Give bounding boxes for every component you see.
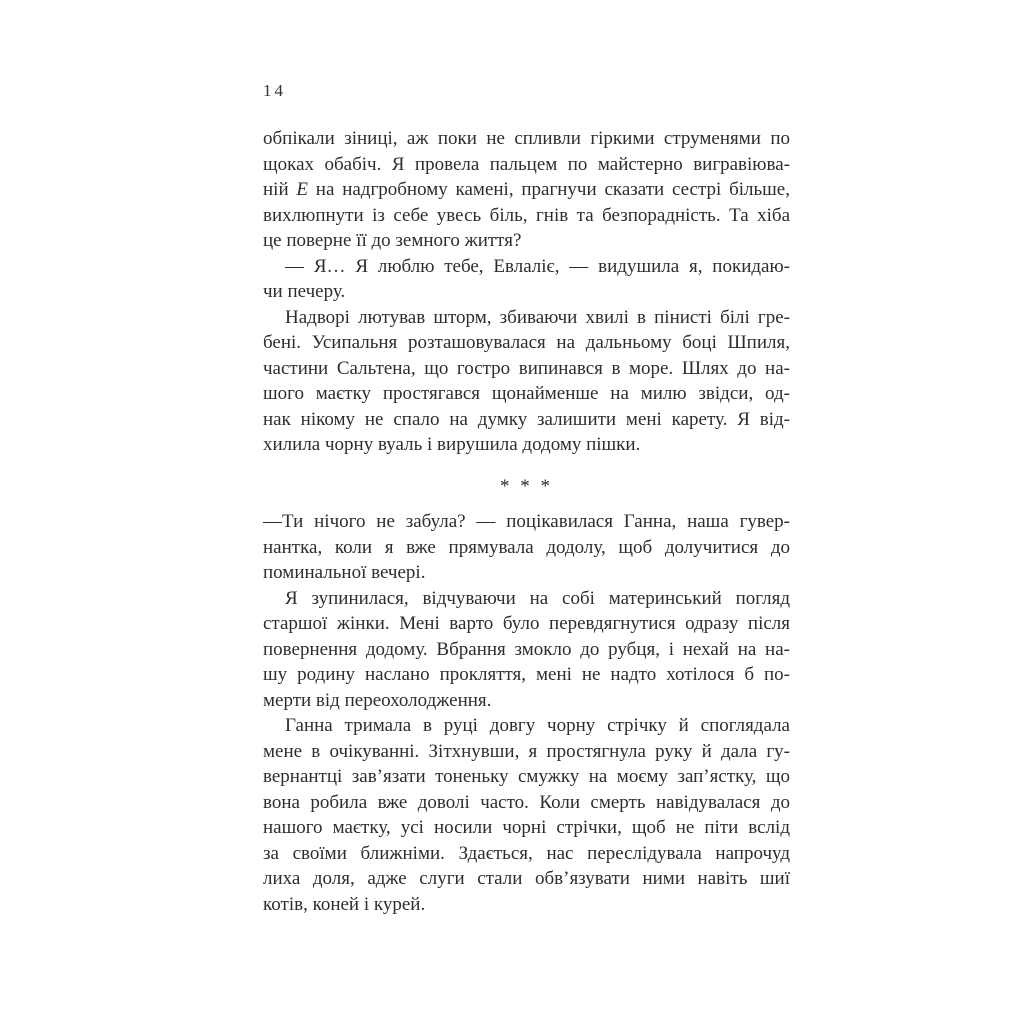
text-line: це поверне її до земного життя?: [263, 230, 522, 251]
text-line: частини Сальтена, що гостро випинався в море. Шлях до на-: [263, 357, 790, 379]
text-line: нак нікому не спало на думку залишити мені карету. Я від-: [263, 408, 790, 430]
text-line: Надворі лютував шторм, збиваючи хвилі в пінисті білі гре-: [285, 306, 790, 328]
paragraph: [263, 509, 790, 586]
text-line: Я зупинилася, відчуваючи на собі материнський погляд: [285, 587, 790, 609]
paragraph: [263, 305, 790, 458]
text-line: мерти від переохолодження.: [263, 689, 492, 711]
text-line: обпікали зіниці, аж поки не спливли гіркими струменями по: [263, 128, 790, 149]
text-line: вихлюпнути із себе увесь біль, гнів та безпорадність. Та хіба: [263, 204, 790, 226]
paragraph: [263, 254, 790, 305]
text-segment: на надгробному камені, прагнучи сказати сестрі більше,: [308, 179, 790, 200]
paragraph: [263, 586, 790, 714]
text-line: Ганна тримала в руці довгу чорну стрічку й споглядала: [285, 715, 790, 736]
text-line: щоках обабіч. Я провела пальцем по майстерно вигравіюва-: [263, 153, 790, 175]
text-line: бені. Усипальня розташовувалася на дальньому боці Шпиля,: [263, 332, 790, 353]
text-line: нашого маєтку, усі носили чорні стрічки, щоб не піти вслід: [263, 817, 790, 838]
page-text: [263, 126, 790, 917]
text-line: лиха доля, адже слуги стали обв’язувати ними навіть шиї: [263, 868, 790, 889]
book-page: [263, 82, 790, 917]
text-line: шу родину наслано прокляття, мені не надто хотілося б по-: [263, 664, 790, 685]
paragraph: [263, 126, 790, 254]
text-line: вернантці зав’язати тоненьку смужку на моєму зап’ястку, що: [263, 766, 790, 787]
text-line: —Ти нічого не забула? — поцікавилася Ганна, наша гувер-: [263, 511, 790, 532]
text-line: [263, 177, 790, 203]
text-line: — Я… Я люблю тебе, Евлаліє, — видушила я, покидаю-: [285, 255, 790, 277]
paragraph: [263, 713, 790, 917]
text-line: нантка, коли я вже прямувала додолу, щоб долучитися до: [263, 536, 790, 558]
text-line: хилила чорну вуаль і вирушила додому пішки.: [263, 434, 641, 455]
text-line: котів, коней і курей.: [263, 893, 426, 915]
text-segment: ній: [263, 179, 297, 200]
page-number: 14: [263, 81, 286, 100]
text-line: мене в очікуванні. Зітхнувши, я простягнула руку й дала гу-: [263, 740, 790, 762]
section-separator: * * *: [500, 475, 553, 497]
text-line: шого маєтку простягався щонайменше на милю звідси, од-: [263, 383, 790, 404]
text-line: чи печеру.: [263, 281, 346, 302]
text-line: повернення додому. Вбрання змокло до рубця, і нехай на на-: [263, 638, 790, 660]
text-line: старшої жінки. Мені варто було перевдягнутися одразу після: [263, 613, 790, 634]
text-line: вона робила вже доволі часто. Коли смерть навідувалася до: [263, 791, 790, 813]
text-line: поминальної вечері.: [263, 562, 426, 583]
text-line: за своїми ближніми. Здається, нас переслідувала напрочуд: [263, 842, 790, 864]
italic-letter: Е: [296, 179, 309, 200]
